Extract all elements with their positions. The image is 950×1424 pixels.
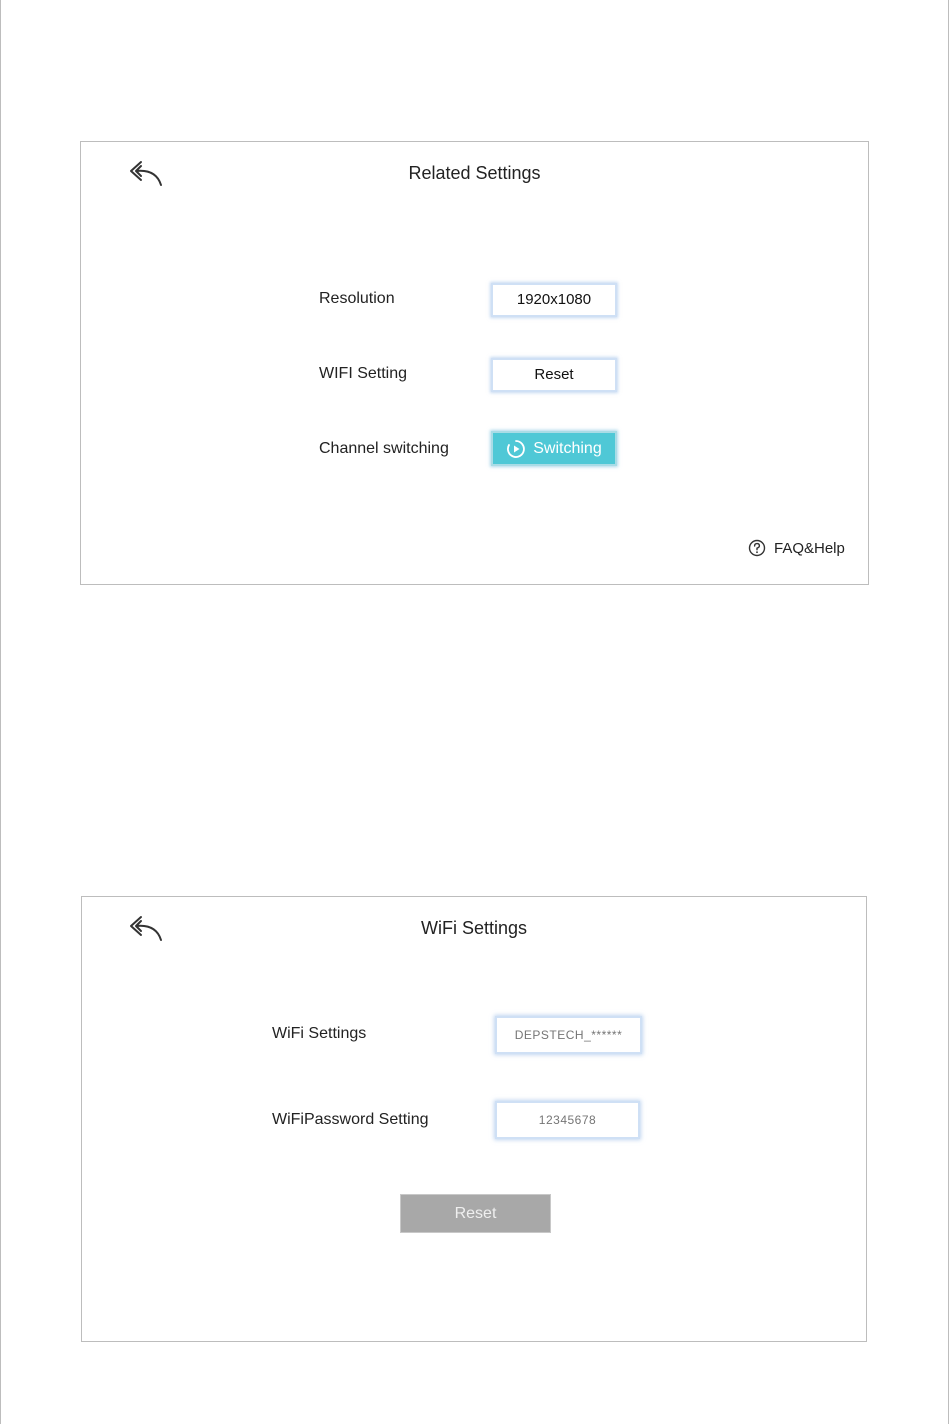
switching-button[interactable] bbox=[491, 431, 617, 466]
page-title: Related Settings bbox=[408, 163, 541, 183]
help-circle-icon bbox=[748, 539, 766, 557]
wifi-reset-button[interactable]: Reset bbox=[491, 358, 617, 392]
related-settings-panel bbox=[80, 141, 869, 585]
wifi-ssid-input[interactable] bbox=[495, 1016, 642, 1054]
wifi-password-label: WiFiPassword Setting bbox=[272, 1111, 429, 1128]
page-border-left bbox=[0, 0, 1, 1424]
resolution-button[interactable]: 1920x1080 bbox=[491, 283, 617, 317]
wifi-page-title: WiFi Settings bbox=[420, 918, 528, 938]
channel-switching-label: Channel switching bbox=[319, 440, 449, 457]
switching-label: Switching bbox=[533, 439, 602, 457]
wifi-ssid-label: WiFi Settings bbox=[272, 1025, 367, 1042]
wifi-reset-button[interactable]: Reset bbox=[400, 1194, 551, 1233]
switch-play-icon bbox=[506, 439, 526, 459]
wifi-password-input[interactable] bbox=[495, 1101, 640, 1139]
faq-help-link[interactable] bbox=[748, 539, 845, 557]
faq-help-label: FAQ&Help bbox=[774, 539, 845, 557]
resolution-label: Resolution bbox=[319, 290, 395, 307]
page-border-right bbox=[948, 0, 949, 1424]
wifi-setting-label: WIFI Setting bbox=[319, 365, 408, 382]
wifi-settings-panel bbox=[81, 896, 867, 1342]
